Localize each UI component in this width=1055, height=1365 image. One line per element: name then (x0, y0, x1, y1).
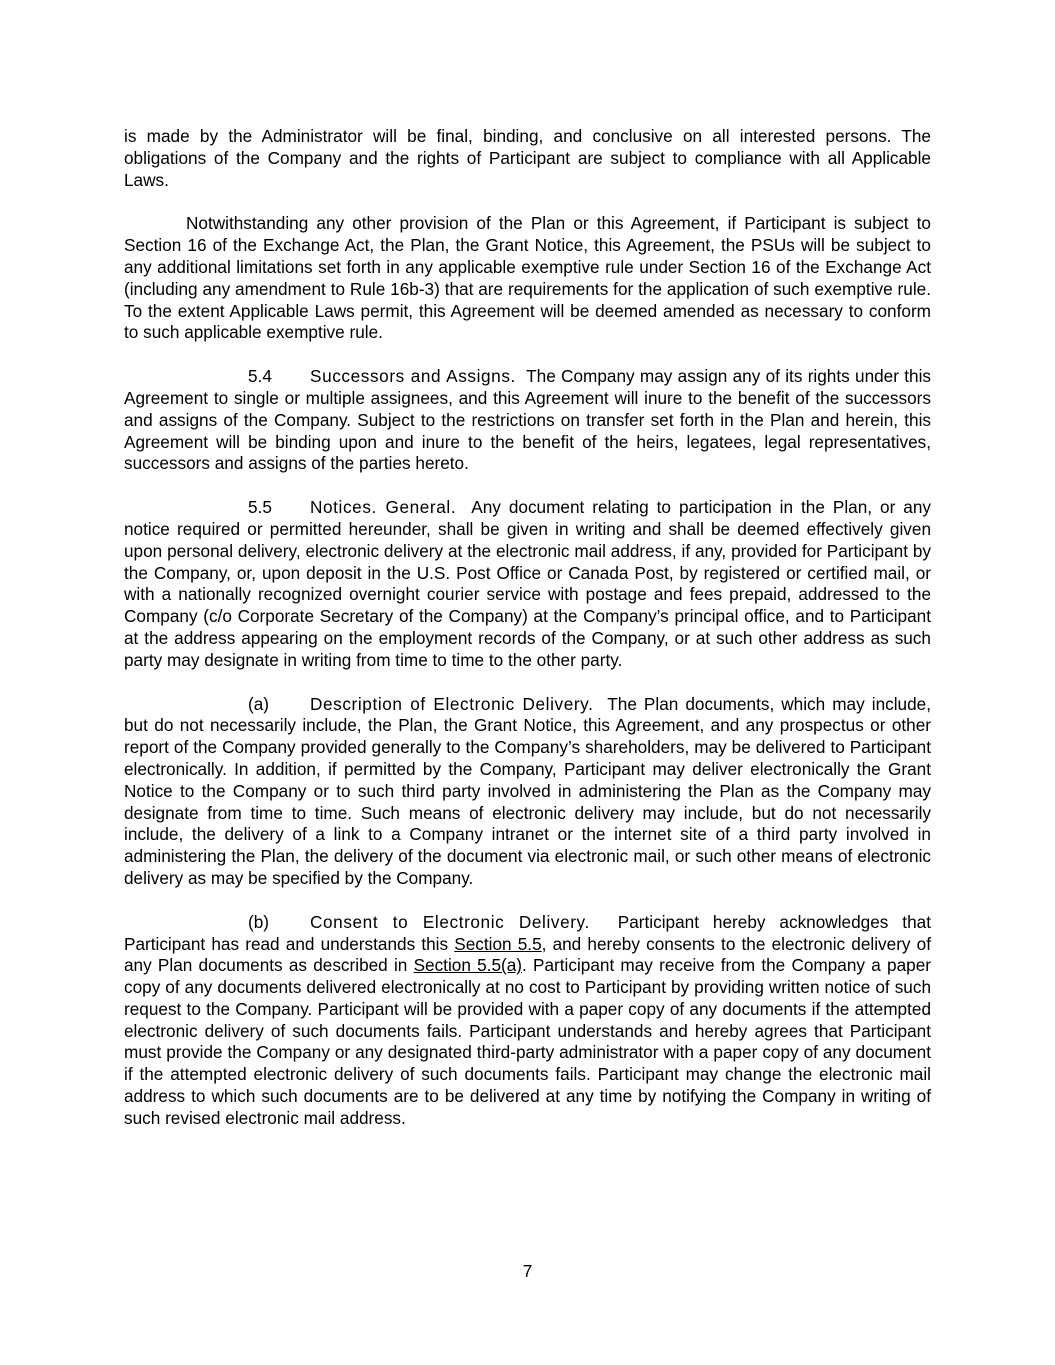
paragraph-section16: Notwithstanding any other provision of the Plan or this Agreement, if Participant is subject to Section 16 of the Exchange Act, the Plan, the Grant Notice, this Agreement, the PSUs will be subject to any additional limitations set forth in any applicable exemptive rule under Section 16 of the Exchange Act (including any amendment to Rule 16b-3) that are requirements for the application of such exemptive rule. To the extent Applicable Laws permit, this Agreement will be deemed amended as necessary to conform to such applicable exemptive rule. (124, 213, 931, 343)
subsection-a (124, 694, 931, 890)
subsection-heading: Consent to Electronic Delivery. (310, 911, 590, 932)
subsection-heading: Description of Electronic Delivery. (310, 693, 594, 714)
page-number: 7 (522, 1261, 533, 1281)
subsection-label: (b) (248, 911, 270, 932)
section-number: 5.4 (248, 366, 272, 387)
section-5-5 (124, 497, 931, 671)
section-5-4 (124, 366, 931, 475)
paragraph-continuation: is made by the Administrator will be final, binding, and conclusive on all interested persons. The obligations of the Company and the rights of Participant are subject to compliance with all Applicable Laws. (124, 126, 931, 190)
section-heading: Successors and Assigns. (310, 366, 516, 387)
document-body (124, 126, 931, 1152)
section-reference-link[interactable]: Section 5.5(a) (413, 955, 523, 976)
subsection-text: The Plan documents, which may include, but do not necessarily include, the Plan, the Grant Notice, this Agreement, and any prospectus or other report of the Company provided generally to the Company’s shareholders, may be delivered to Participant electronically. In addition, if permitted by the Company, Participant may deliver electronically the Grant Notice to the Company or to such third party involved in administering the Plan as the Company may designate from time to time. Such means of electronic delivery may include, but do not necessarily include, the delivery of a link to a Company intranet or the internet site of a third party involved in administering the Plan, the delivery of the document via electronic mail, or such other means of electronic delivery as may be specified by the Company. (124, 693, 931, 888)
subsection-label: (a) (248, 693, 270, 714)
subsection-text: . Participant may receive from the Company a paper copy of any documents delivered electronically at no cost to Participant by providing written notice of such request to the Company. Participant will be provided with a paper copy of any documents if the attempted electronic delivery of such documents fails. Participant understands and hereby agrees that Participant must provide the Company or any designated third-party administrator with a paper copy of any document if the attempted electronic delivery of such documents fails. Participant may change the electronic mail address to which such documents are to be delivered at any time by notifying the Company in writing of such revised electronic mail address. (124, 955, 931, 1128)
section-number: 5.5 (248, 497, 272, 518)
section-reference-link[interactable]: Section 5.5 (454, 933, 542, 954)
subsection-b (124, 912, 931, 1130)
subsection-text: Participant hereby acknowledges that Participant has read and understands this (124, 911, 931, 954)
section-text: Any document relating to participation in the Plan, or any notice required or permitted hereunder, shall be given in writing and shall be deemed effectively given upon personal delivery, electronic delivery at the electronic mail address, if any, provided for Participant by the Company, or, upon deposit in the U.S. Post Office or Canada Post, by registered or certified mail, or with a nationally recognized overnight courier service with postage and fees prepaid, addressed to the Company (c/o Corporate Secretary of the Company) at the Company’s principal office, and to Participant at the address appearing on the employment records of the Company, or at such other address as such party may designate in writing from time to time to the other party. (124, 497, 932, 670)
section-text: The Company may assign any of its rights under this Agreement to single or multiple assignees, and this Agreement will inure to the benefit of the successors and assigns of the Company. Subject to the restrictions on transfer set forth in the Plan and herein, this Agreement will be binding upon and inure to the benefit of the heirs, legatees, legal representatives, successors and assigns of the parties hereto. (124, 366, 931, 474)
subsection-text: , and hereby consents to the electronic delivery of any Plan documents as described in (124, 933, 932, 976)
section-heading: Notices. General. (310, 497, 457, 518)
